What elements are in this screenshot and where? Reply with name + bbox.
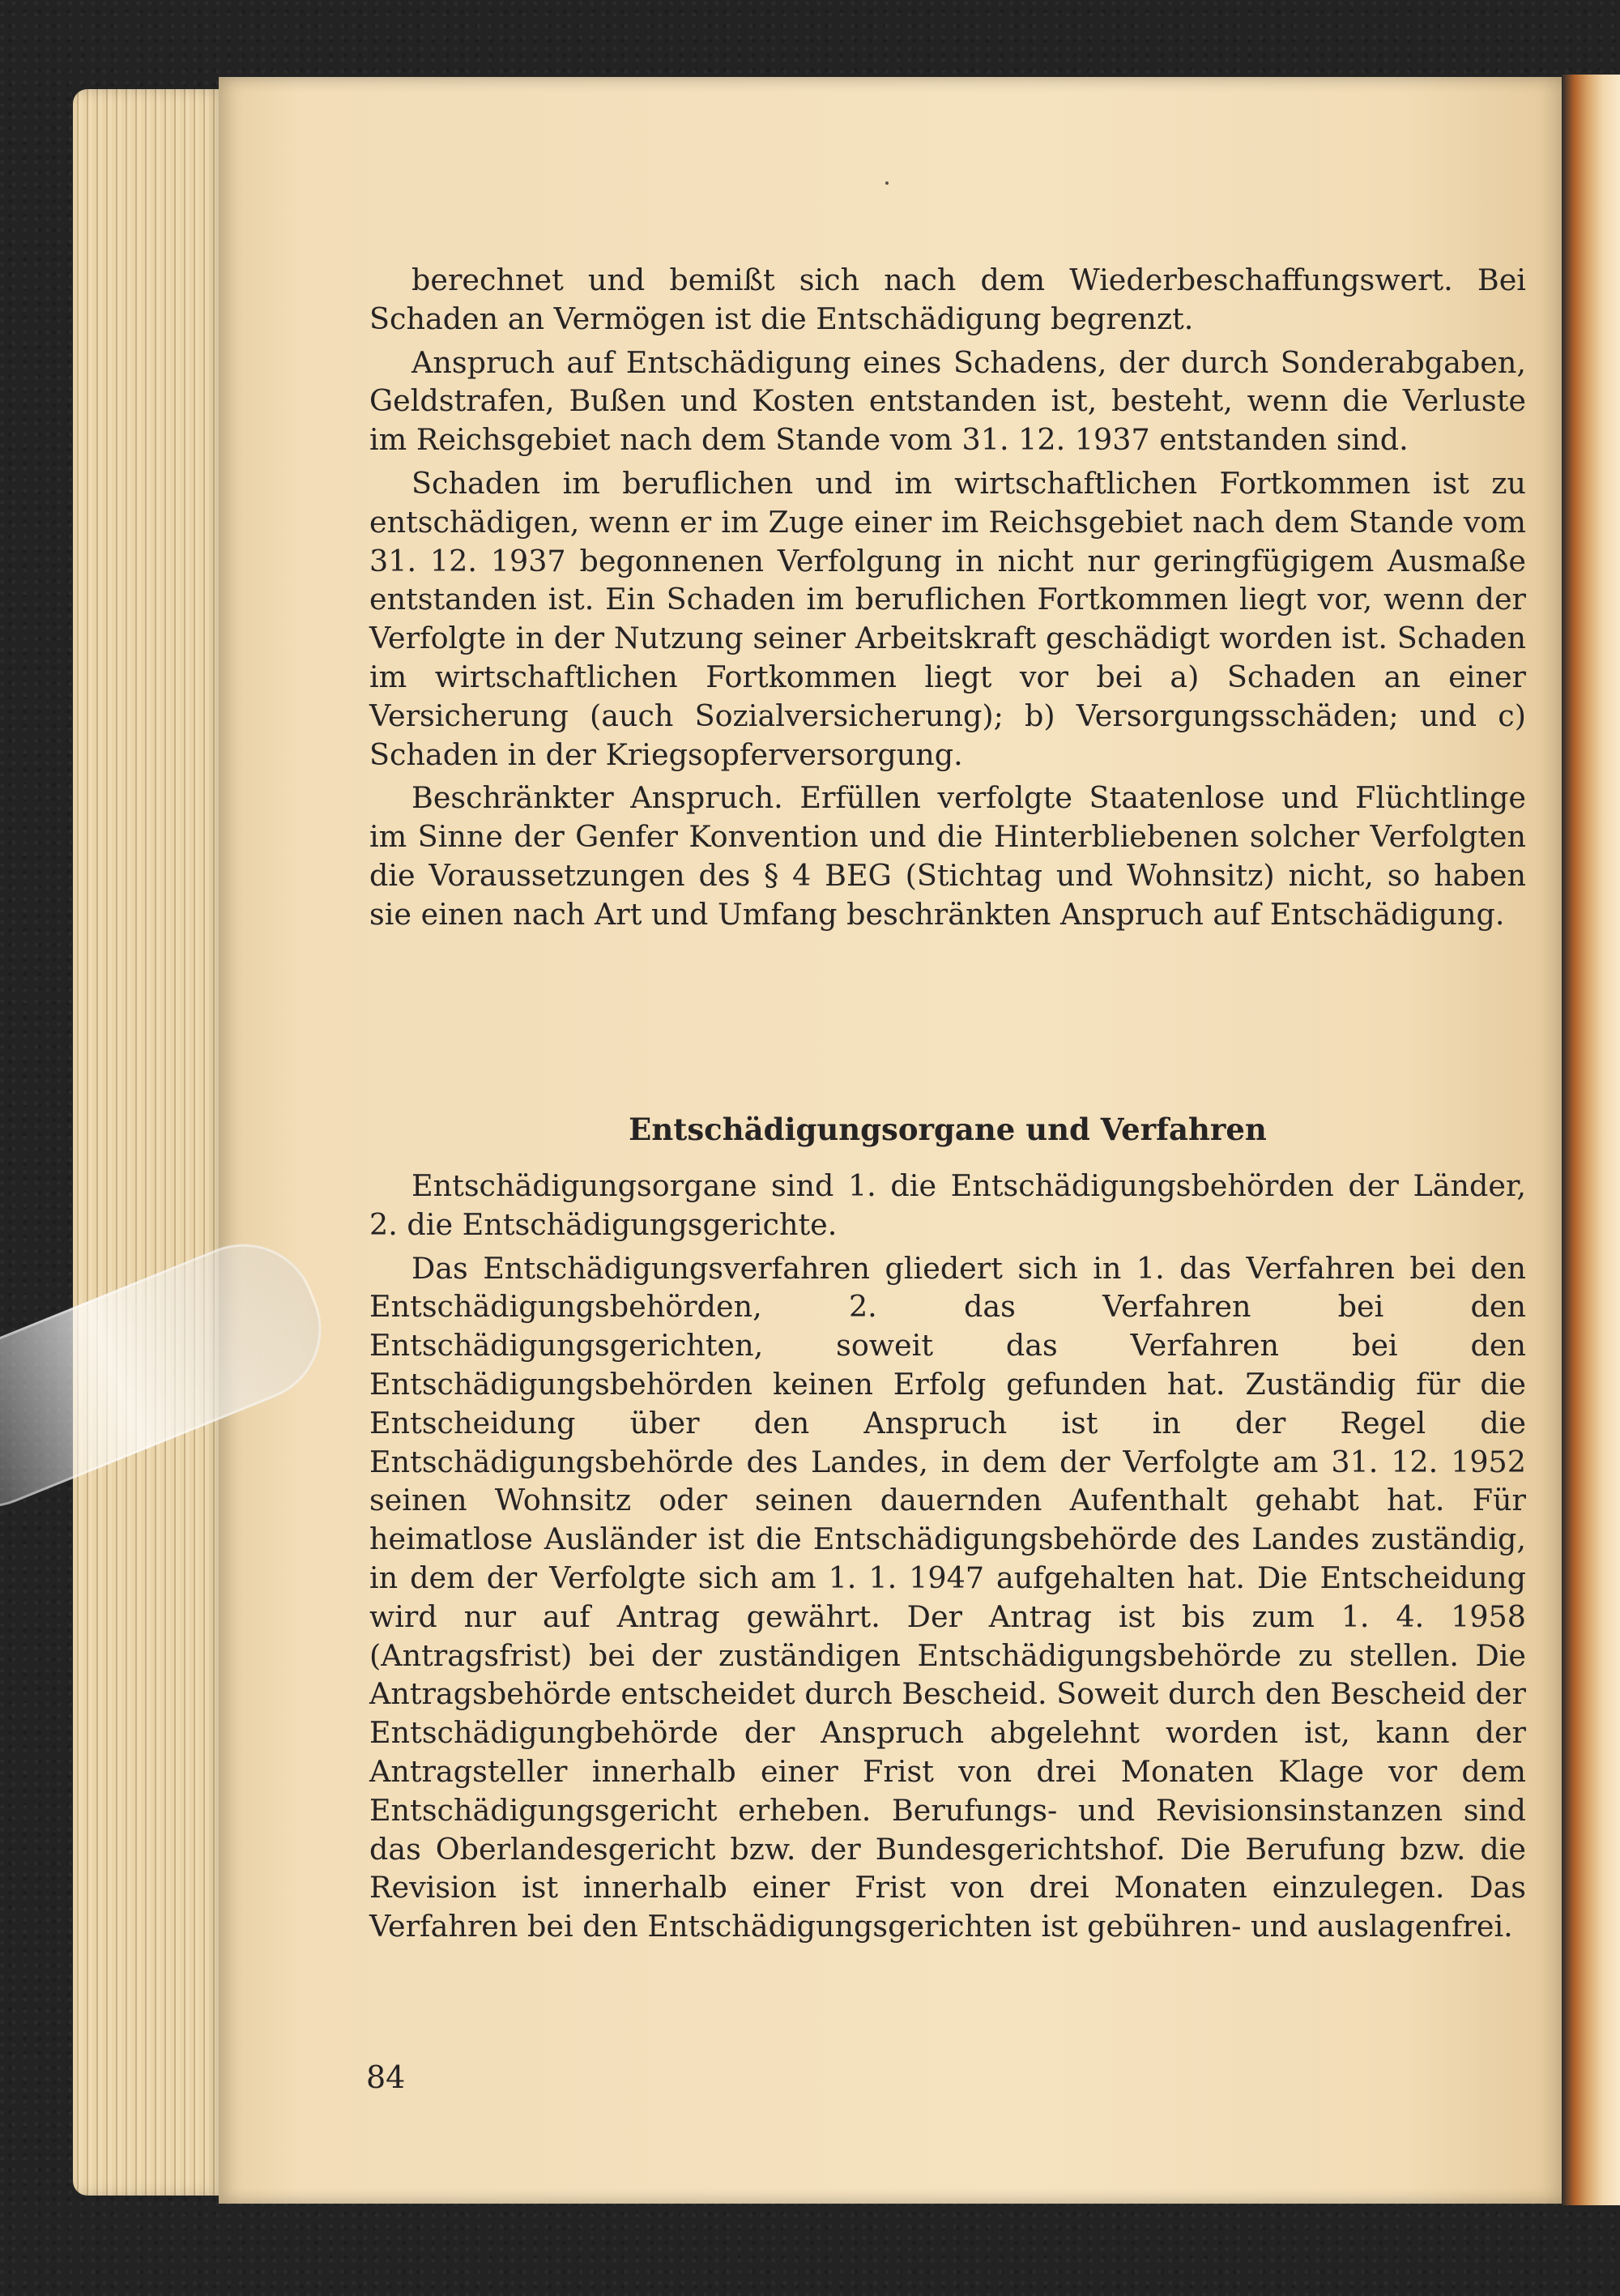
- paragraph-4: Beschränkter Anspruch. Erfüllen verfolgte Staatenlose und Flüchtlinge im Sinne der Genfer Konvention und die Hinterbliebenen solcher Verfolgten die Voraussetzungen des § 4 BEG (Stichtag und Wohnsitz) nicht, so haben sie einen nach Art und Umfang beschränkten Anspruch auf Entschädigung.: [369, 780, 1526, 932]
- page-stack-edge: [73, 89, 227, 2196]
- section-paragraph-1: Entschädigungsorgane sind 1. die Entschädigungsbehörden der Länder, 2. die Entschädigungsgerichte.: [369, 1168, 1526, 1242]
- paper-speck: [885, 181, 889, 185]
- paragraph-2: Anspruch auf Entschädigung eines Schadens, der durch Sonderabgaben, Geldstrafen, Bußen und Kosten entstanden ist, besteht, wenn die Verluste im Reichsgebiet nach dem Stande vom 31. 12. 1937 entstanden sind.: [369, 344, 1526, 458]
- next-page-edge: [1562, 75, 1620, 2205]
- section-text: [369, 1167, 1526, 1951]
- main-text: [369, 261, 1526, 939]
- section-heading: Entschädigungsorgane und Verfahren: [629, 1112, 1267, 1147]
- paragraph-3: Schaden im beruflichen und im wirtschaftlichen Fortkommen ist zu entschädigen, wenn er im Zuge einer im Reichsgebiet nach dem Stande vom 31. 12. 1937 begonnenen Verfolgung in nicht nur geringfügigem Ausmaße entstanden ist. Ein Schaden im beruflichen Fortkommen liegt vor, wenn der Verfolgte in der Nutzung seiner Arbeitskraft geschädigt worden ist. Schaden im wirtschaftlichen Fortkommen liegt vor bei a) Schaden an einer Versicherung (auch Sozialversicherung); b) Versorgungsschäden; und c) Schaden in der Kriegsopferversorgung.: [369, 465, 1526, 772]
- section-paragraph-2: Das Entschädigungsverfahren gliedert sich in 1. das Verfahren bei den Entschädigungsbehörden, 2. das Verfahren bei den Entschädigungsgerichten, soweit das Verfahren bei den Entschädigungsbehörden keinen Erfolg gefunden hat. Zuständig für die Entscheidung über den Anspruch ist in der Regel die Entschädigungsbehörde des Landes, in dem der Verfolgte am 31. 12. 1952 seinen Wohnsitz oder seinen dauernden Aufenthalt gehabt hat. Für heimatlose Ausländer ist die Entschädigungsbehörde des Landes zuständig, in dem der Verfolgte sich am 1. 1. 1947 aufgehalten hat. Die Entscheidung wird nur auf Antrag gewährt. Der Antrag ist bis zum 1. 4. 1958 (Antragsfrist) bei der zuständigen Entschädigungsbehörde zu stellen. Die Antragsbehörde entscheidet durch Bescheid. Soweit durch den Bescheid der Entschädigungbehörde der Anspruch abgelehnt worden ist, kann der Antragsteller innerhalb einer Frist von drei Monaten Klage vor dem Entschädigungsgericht erheben. Berufungs- und Revisionsinstanzen sind das Oberlandesgericht bzw. der Bundesgerichtshof. Die Berufung bzw. die Revision ist innerhalb einer Frist von drei Monaten einzulegen. Das Verfahren bei den Entschädigungsgerichten ist gebühren- und auslagenfrei.: [369, 1250, 1526, 1944]
- paragraph-1: berechnet und bemißt sich nach dem Wiederbeschaffungswert. Bei Schaden an Vermögen ist die Entschädigung begrenzt.: [369, 262, 1526, 336]
- page-number: 84: [366, 2059, 406, 2095]
